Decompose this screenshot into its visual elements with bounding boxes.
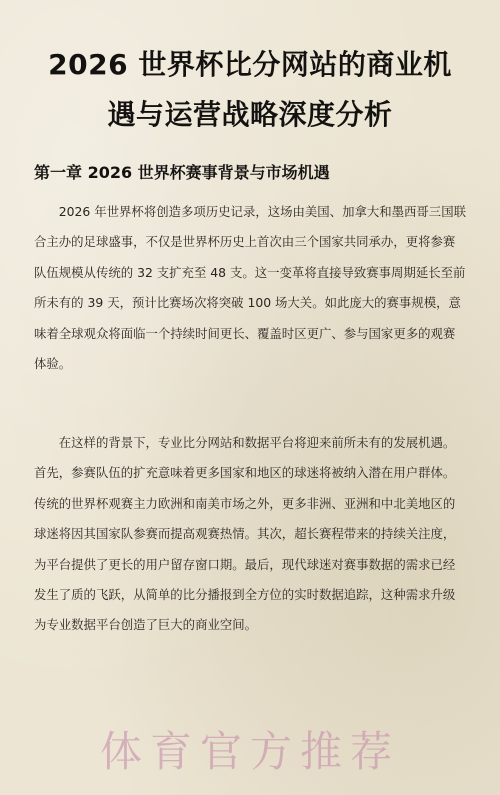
text-line: 在这样的背景下，专业比分网站和数据平台将迎来前所未有的发展机遇。 <box>34 435 456 450</box>
text-line: 2026 年世界杯将创造多项历史记录，这场由美国、加拿大和墨西哥三国联 <box>34 204 466 219</box>
title-line: 2026 世界杯比分网站的商业机 <box>48 48 452 81</box>
text-line: 传统的世界杯观赛主力欧洲和南美市场之外，更多非洲、亚洲和中北美地区的 <box>34 495 456 511</box>
title-line: 遇与运营战略深度分析 <box>107 98 393 131</box>
chapter-heading: 第一章 2026 世界杯赛事背景与市场机遇 <box>34 163 330 182</box>
text-line: 为平台提供了更长的用户留存窗口期。最后，现代球迷对赛事数据的需求已经 <box>34 556 456 572</box>
document-title <box>20 40 480 140</box>
text-line: 为专业数据平台创造了巨大的商业空间。 <box>34 617 258 633</box>
text-line: 合主办的足球盛事，不仅是世界杯历史上首次由三个国家共同承办，更将参赛 <box>34 234 456 250</box>
text-line: 所未有的 39 天，预计比赛场次将突破 100 场大关。如此庞大的赛事规模，意 <box>34 295 461 311</box>
watermark-text: 体育官方推荐 <box>99 727 400 776</box>
text-line: 首先，参赛队伍的扩充意味着更多国家和地区的球迷将被纳入潜在用户群体。 <box>34 465 456 481</box>
text-line: 发生了质的飞跃，从简单的比分播报到全方位的实时数据追踪，这种需求升级 <box>34 587 456 603</box>
paragraph-2 <box>34 428 474 641</box>
paragraph-1 <box>34 197 474 379</box>
text-line: 味着全球观众将面临一个持续时间更长、覆盖时区更广、参与国家更多的观赛 <box>34 325 456 341</box>
text-line: 球迷将因其国家队参赛而提高观赛热情。其次，超长赛程带来的持续关注度， <box>34 526 456 542</box>
text-line: 体验。 <box>34 356 72 372</box>
text-line: 队伍规模从传统的 32 支扩充至 48 支。这一变革将直接导致赛事周期延长至前 <box>34 264 466 280</box>
